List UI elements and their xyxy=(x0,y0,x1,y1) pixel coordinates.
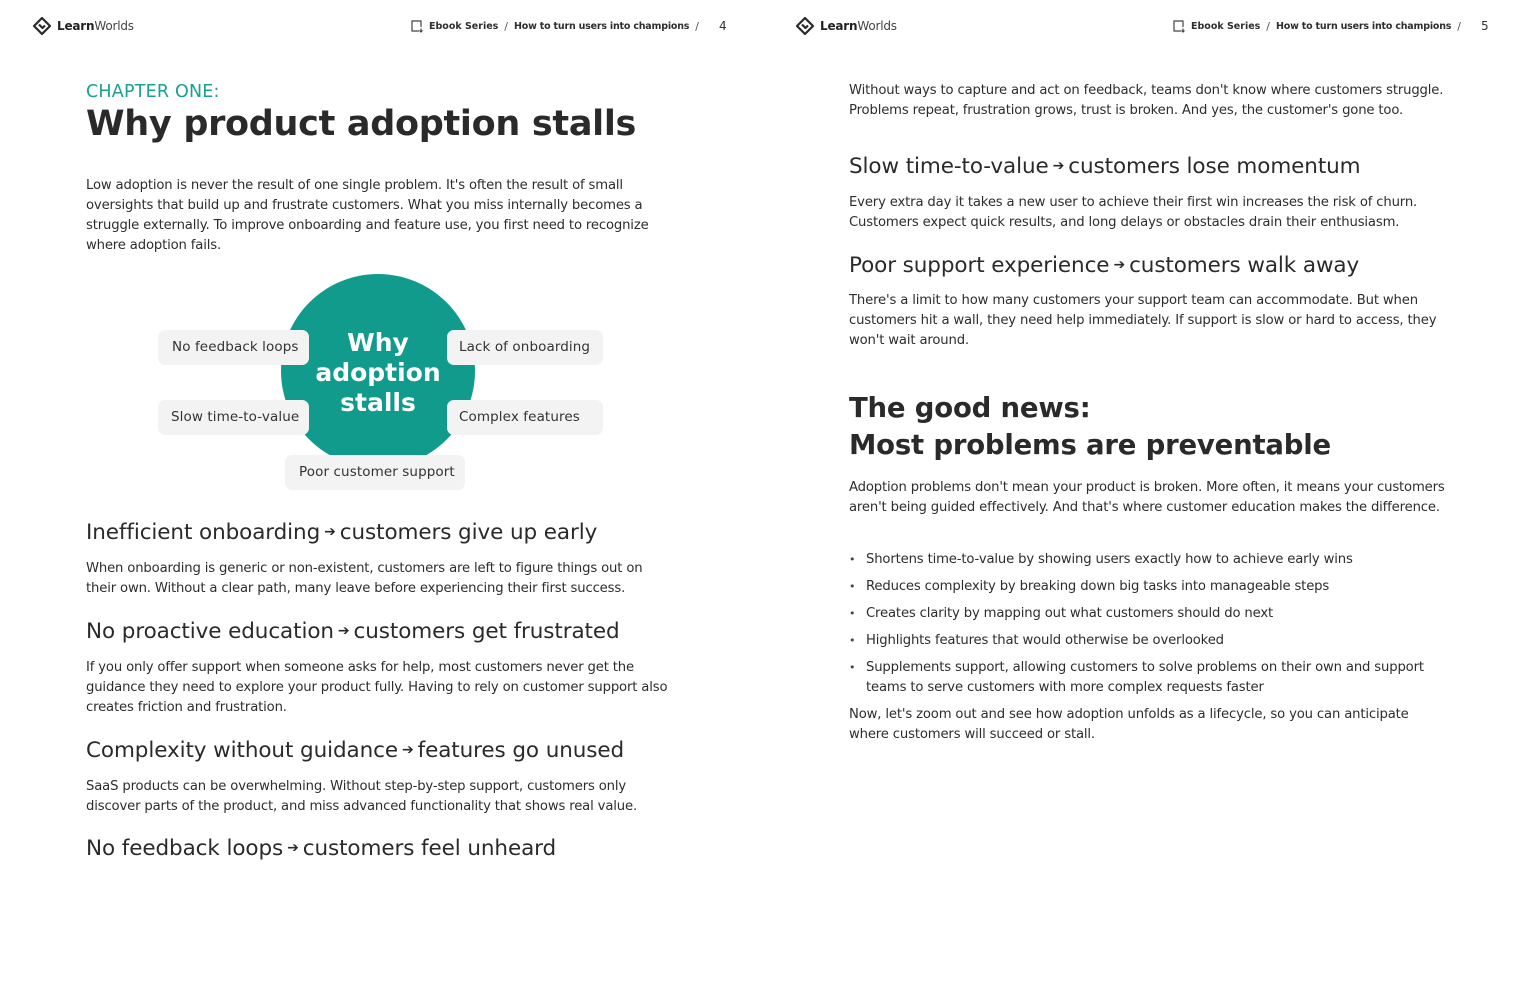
ebook-icon xyxy=(1172,19,1186,33)
benefit-item: • Reduces complexity by breaking down big tasks into manageable steps xyxy=(849,577,1449,597)
good-news-section xyxy=(849,390,1449,518)
breadcrumb-separator: / xyxy=(1457,19,1461,33)
section-complexity-without-guidance xyxy=(86,738,676,817)
arrow-right-icon: ➔ xyxy=(401,742,414,758)
section-heading: Poor support experience ➔ customers walk away xyxy=(849,253,1360,278)
section-poor-support-experience xyxy=(849,253,1449,351)
section-body: SaaS products can be overwhelming. Without step-by-step support, customers only discover parts of the product, and miss advanced functionality that shows real value. xyxy=(86,779,637,814)
benefit-item: • Highlights features that would otherwise be overlooked xyxy=(849,631,1449,651)
page-number: 5 xyxy=(1480,19,1489,33)
benefit-item: • Creates clarity by mapping out what customers should do next xyxy=(849,604,1449,624)
arrow-right-icon: ➔ xyxy=(287,840,299,856)
breadcrumb xyxy=(410,19,727,33)
feedback-continuation xyxy=(849,81,1449,121)
diagram-item-poor-customer-support: Poor customer support xyxy=(285,455,465,490)
learnworlds-logo[interactable] xyxy=(795,16,897,36)
arrow-right-icon: ➔ xyxy=(1052,158,1065,174)
page-number: 4 xyxy=(718,19,727,33)
hub-line: stalls xyxy=(340,388,416,417)
arrow-right-icon: ➔ xyxy=(324,524,336,540)
section-heading: Slow time-to-value ➔ customers lose momentum xyxy=(849,154,1361,179)
arrow-right-icon: ➔ xyxy=(337,623,350,639)
chapter-intro xyxy=(86,80,676,256)
good-news-title xyxy=(849,390,1449,464)
good-news-title-line: The good news: xyxy=(849,392,1091,424)
page-title: Why product adoption stalls xyxy=(86,104,637,144)
section-heading: Inefficient onboarding ➔ customers give up early xyxy=(86,520,598,545)
ebook-icon xyxy=(410,19,424,33)
section-heading: No feedback loops ➔ customers feel unheard xyxy=(86,836,557,861)
logo-text: LearnWorlds xyxy=(57,19,134,33)
breadcrumb-separator: / xyxy=(1266,19,1271,33)
diagram-item-no-feedback-loops: No feedback loops xyxy=(158,330,309,365)
learnworlds-logo-icon xyxy=(795,16,815,36)
section-heading: No proactive education ➔ customers get frustrated xyxy=(86,619,620,644)
section-heading: Complexity without guidance ➔ features go unused xyxy=(86,738,625,763)
hub-line: Why xyxy=(347,328,409,357)
section-body: Every extra day it takes a new user to achieve their first win increases the risk of churn. Customers expect quick results, and long delays or obstacles drain their enthusiasm. xyxy=(849,195,1418,230)
closing-paragraph xyxy=(849,705,1449,745)
breadcrumb-title[interactable]: How to turn users into champions xyxy=(514,20,690,32)
diagram-item-slow-time-to-value: Slow time-to-value xyxy=(158,400,309,435)
intro-paragraph: Low adoption is never the result of one single problem. It's often the result of small oversights that build up and frustrate customers. What you miss internally becomes a struggle externally. To improve onboarding and feature use, you first need to recognize where adoption fails. xyxy=(86,178,649,253)
learnworlds-logo-icon xyxy=(32,16,52,36)
diagram-item-complex-features: Complex features xyxy=(447,400,603,435)
hub-line: adoption xyxy=(315,358,441,387)
breadcrumb-separator: / xyxy=(504,19,509,33)
section-inefficient-onboarding xyxy=(86,520,676,599)
learnworlds-logo[interactable] xyxy=(32,16,134,36)
logo-text: LearnWorlds xyxy=(820,19,897,33)
good-news-body: Adoption problems don't mean your product is broken. More often, it means your customers aren't being guided effectively. And that's where customer education makes the difference. xyxy=(849,480,1445,515)
diagram-hub-label xyxy=(281,328,475,418)
good-news-title-line: Most problems are preventable xyxy=(849,429,1331,461)
breadcrumb-title[interactable]: How to turn users into champions xyxy=(1276,20,1452,32)
section-slow-time-to-value xyxy=(849,154,1449,233)
breadcrumb-series[interactable]: Ebook Series xyxy=(429,20,499,32)
benefit-item: • Shortens time-to-value by showing users exactly how to achieve early wins xyxy=(849,550,1449,570)
diagram-item-lack-of-onboarding: Lack of onboarding xyxy=(447,330,603,365)
arrow-right-icon: ➔ xyxy=(1113,257,1126,273)
adoption-stalls-diagram xyxy=(157,274,607,494)
breadcrumb-series[interactable]: Ebook Series xyxy=(1191,20,1261,32)
section-body: If you only offer support when someone asks for help, most customers never get the guidance they need to explore your product fully. Having to rely on customer support also creates friction and frustration. xyxy=(86,660,668,715)
closing-text: Now, let's zoom out and see how adoption unfolds as a lifecycle, so you can anticipate where customers will succeed or stall. xyxy=(849,707,1409,742)
section-no-proactive-education xyxy=(86,619,676,718)
breadcrumb xyxy=(1172,19,1489,33)
chapter-label: CHAPTER ONE: xyxy=(86,82,220,102)
section-body: When onboarding is generic or non-existent, customers are left to figure things out on their own. Without a clear path, many leave before experiencing their first success. xyxy=(86,561,643,596)
benefit-item: • Supplements support, allowing customers to solve problems on their own and support teams to serve customers with more complex requests faster xyxy=(849,658,1449,698)
section-body: Without ways to capture and act on feedback, teams don't know where customers struggle. Problems repeat, frustration grows, trust is broken. And yes, the customer's gone too. xyxy=(849,83,1444,118)
breadcrumb-separator: / xyxy=(695,19,699,33)
section-no-feedback-loops xyxy=(86,836,676,861)
section-body: There's a limit to how many customers your support team can accommodate. But when customers hit a wall, they need help immediately. If support is slow or hard to access, they won't wait around. xyxy=(849,293,1437,348)
